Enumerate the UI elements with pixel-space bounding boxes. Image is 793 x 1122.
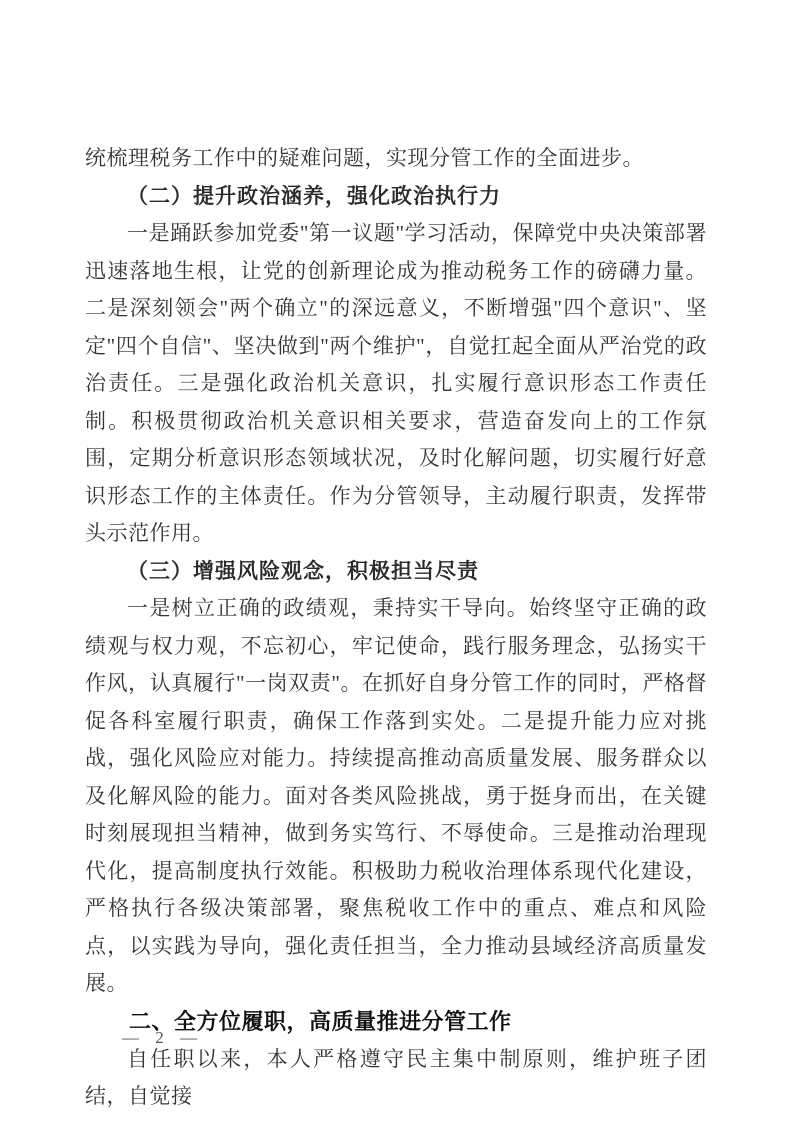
paragraph: 一是踊跃参加党委"第一议题"学习活动，保障党中央决策部署迅速落地生根，让党的创新理论成为推动税务工作的磅礴力量。二是深刻领会"两个确立"的深远意义，不断增强"四个意识"、坚定"四个自信"、坚决做到"两个维护"，自觉扛起全面从严治党的政治责任。三是强化政治机关意识，扎实履行意识形态工作责任制。积极贯彻政治机关意识相关要求，营造奋发向上的工作氛围，定期分析意识形态领域状况，及时化解问题，切实履行好意识形态工作的主体责任。作为分管领导，主动履行职责，发挥带头示范作用。 <box>85 221 707 545</box>
page-footer <box>122 1028 203 1048</box>
paragraph: 自任职以来，本人严格遵守民主集中制原则，维护班子团结，自觉接 <box>85 1046 707 1108</box>
paragraph: 一是树立正确的政绩观，秉持实干导向。始终坚守正确的政绩观与权力观，不忘初心，牢记使命，践行服务理念，弘扬实干作风，认真履行"一岗双责"。在抓好自身分管工作的同时，严格督促各科室履行职责，确保工作落到实处。二是提升能力应对挑战，强化风险应对能力。持续提高推动高质量发展、服务群众以及化解风险的能力。面对各类风险挑战，勇于挺身而出，在关键时刻展现担当精神，做到务实笃行、不辱使命。三是推动治理现代化，提高制度执行效能。积极助力税收治理体系现代化建设，严格执行各级决策部署，聚焦税收工作中的重点、难点和风险点，以实践为导向，强化责任担当，全力推动县域经济高质量发展。 <box>85 596 707 995</box>
section-heading: 二、全方位履职，高质量推进分管工作 <box>129 1008 512 1034</box>
paragraph-continuation: 统梳理税务工作中的疑难问题，实现分管工作的全面进步。 <box>85 146 644 170</box>
section-subheading-3: （三）增强风险观念，积极担当尽责 <box>127 558 479 583</box>
section-subheading-2: （二）提升政治涵养，强化政治执行力 <box>127 183 501 208</box>
page-number: — 2 — <box>122 1028 203 1047</box>
page-content <box>85 140 707 1116</box>
